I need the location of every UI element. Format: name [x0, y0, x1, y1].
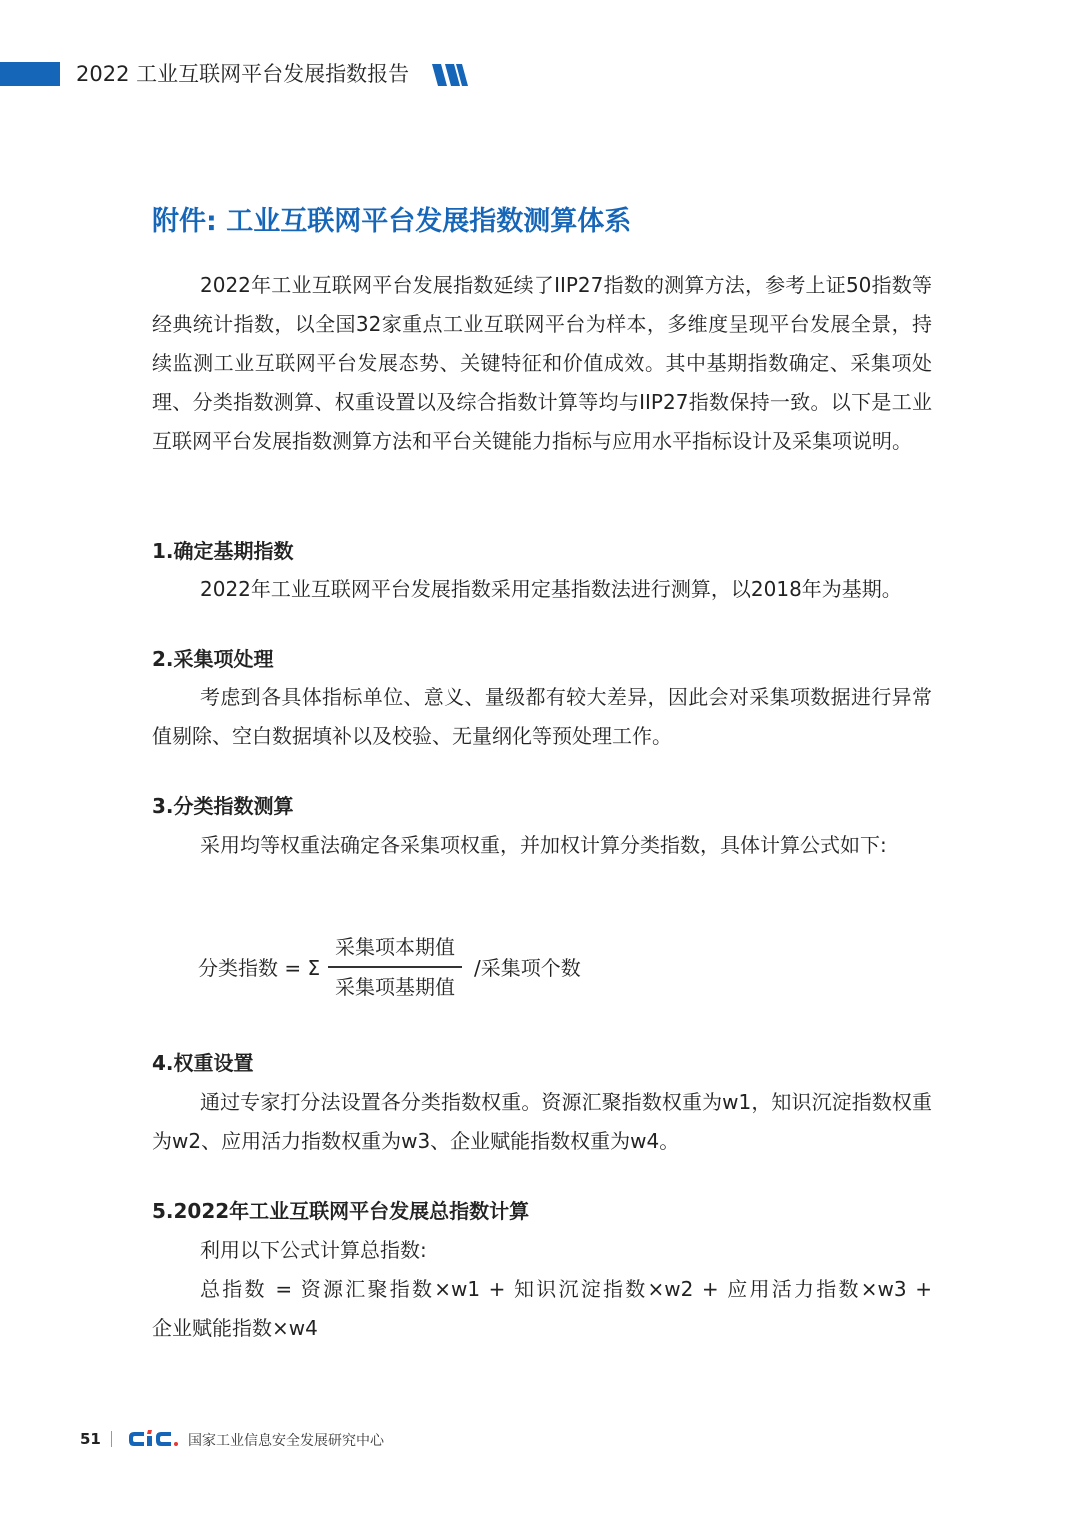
section-1-body: 2022年工业互联网平台发展指数采用定基指数法进行测算，以2018年为基期。: [200, 577, 902, 601]
section-1-title: 1.确定基期指数: [152, 539, 294, 563]
intro-paragraph: 2022年工业互联网平台发展指数延续了IIP27指数的测算方法，参考上证50指数等经典统计指数，以全国32家重点工业互联网平台为样本，多维度呈现平台发展全景，持续监测工业互联网平台发展态势、关键特征和价值成效。其中基期指数确定、采集项处理、分类指数测算、权重设置以及综合指数计算等均与IIP27指数保持一致。以下是工业互联网平台发展指数测算方法和平台关键能力指标与应用水平指标设计及采集项说明。: [152, 273, 932, 453]
section-2-title: 2.采集项处理: [152, 647, 274, 671]
formula-lhs: 分类指数 = Σ: [198, 956, 321, 980]
section-2-body: 考虑到各具体指标单位、意义、量级都有较大差异，因此会对采集项数据进行异常值剔除、空白数据填补以及校验、无量纲化等预处理工作。: [152, 685, 932, 748]
fraction-bar: [328, 966, 462, 968]
section-3-body: 采用均等权重法确定各采集项权重，并加权计算分类指数，具体计算公式如下:: [200, 833, 887, 857]
category-index-formula: [198, 930, 698, 1006]
section-4-body: 通过专家打分法设置各分类指数权重。资源汇聚指数权重为w1，知识沉淀指数权重为w2、应用活力指数权重为w3、企业赋能指数权重为w4。: [152, 1090, 932, 1153]
section-3-title: 3.分类指数测算: [152, 794, 294, 818]
formula-rhs: /采集项个数: [474, 956, 581, 980]
page-title: 附件: 工业互联网平台发展指数测算体系: [152, 206, 632, 237]
header-slash-decoration: [432, 64, 468, 86]
header-accent-bar: [0, 62, 60, 86]
formula-denominator: 采集项基期值: [335, 974, 455, 999]
cic-logo: [128, 1428, 180, 1450]
organization-name: 国家工业信息安全发展研究中心: [188, 1433, 384, 1449]
section-5-title: 5.2022年工业互联网平台发展总指数计算: [152, 1199, 530, 1223]
report-title: 2022 工业互联网平台发展指数报告: [76, 62, 410, 86]
formula-fraction: [328, 930, 462, 1004]
total-index-formula-line1: 总指数 = 资源汇聚指数×w1 + 知识沉淀指数×w2 + 应用活力指数×w3 +: [200, 1277, 932, 1301]
section-5-body: 利用以下公式计算总指数:: [200, 1238, 427, 1262]
page-number: 51: [80, 1430, 101, 1448]
total-index-formula-line2: 企业赋能指数×w4: [152, 1316, 318, 1340]
footer-divider: [111, 1431, 112, 1447]
formula-numerator: 采集项本期值: [335, 935, 455, 959]
section-4-title: 4.权重设置: [152, 1051, 254, 1075]
